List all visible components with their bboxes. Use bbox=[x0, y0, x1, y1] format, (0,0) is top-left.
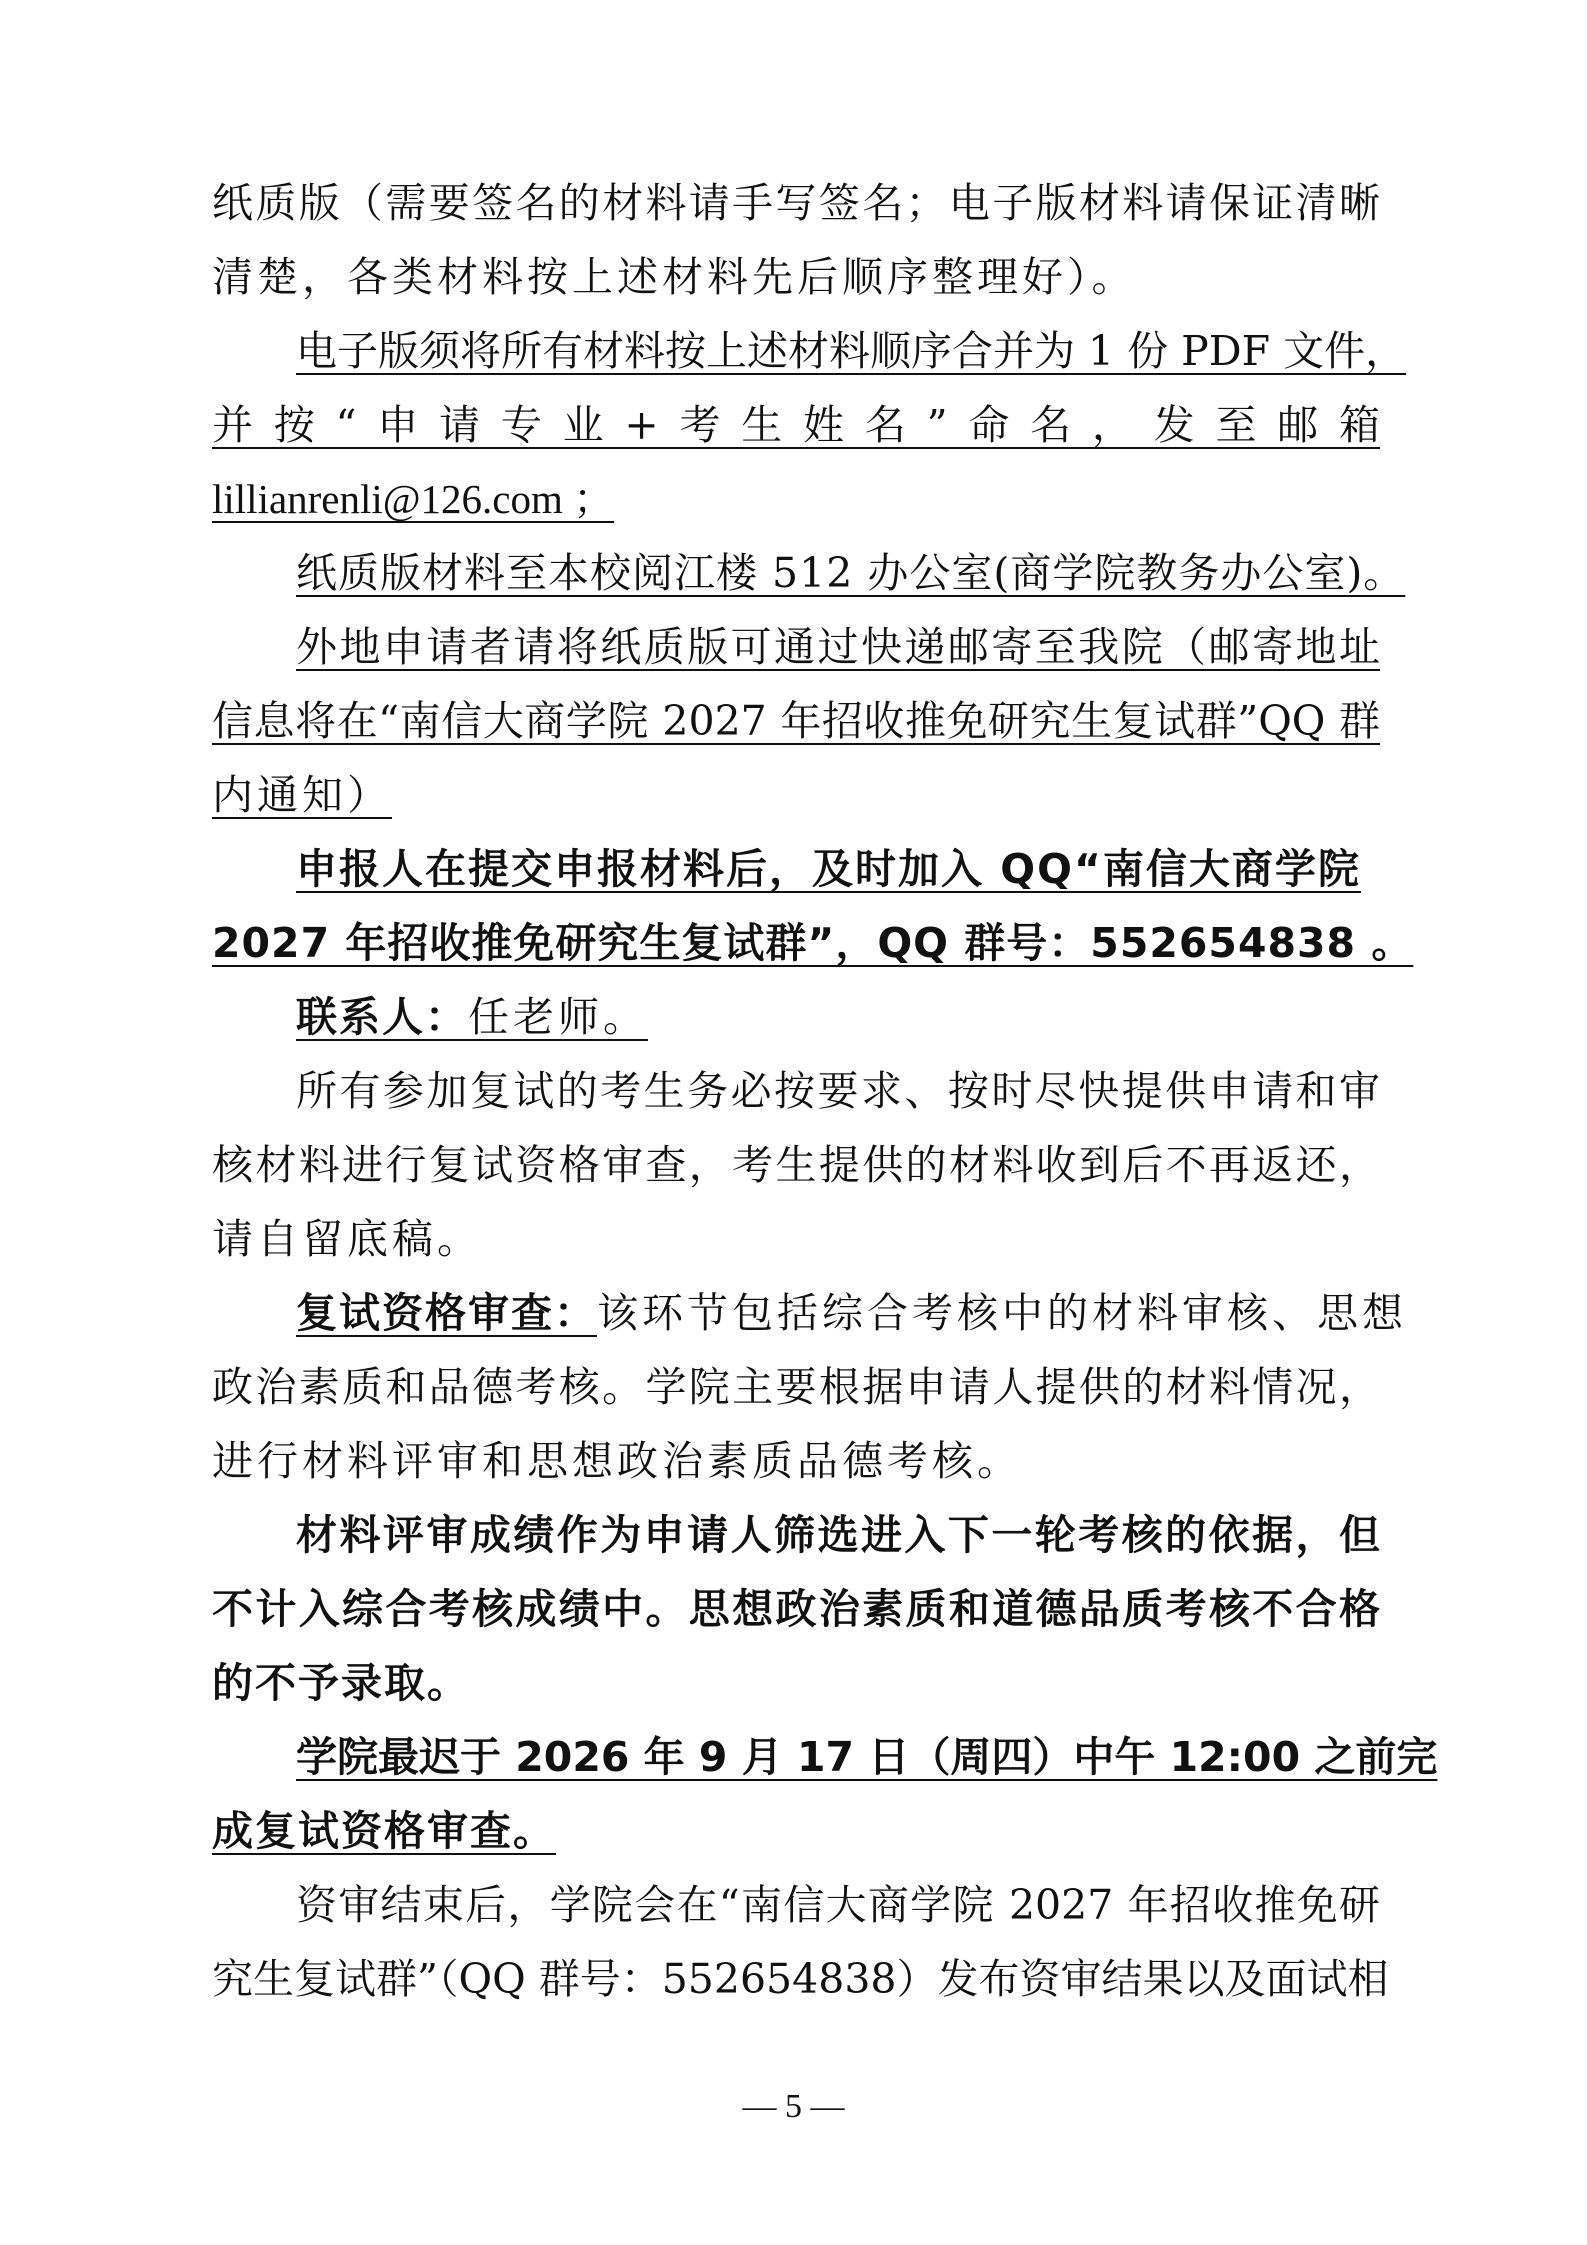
section-line bbox=[296, 1282, 1407, 1344]
deadline-line: 学院最迟于 2026 年 9 月 17 日（周四）中午 12:00 之前完 bbox=[296, 1733, 1438, 1781]
text-line: 清楚，各类材料按上述材料先后顺序整理好）。 bbox=[212, 253, 1137, 301]
deadline-line: 成复试资格审查。 bbox=[212, 1807, 556, 1855]
text-line: 核材料进行复试资格审查，考生提供的材料收到后不再返还， bbox=[212, 1141, 1380, 1189]
text-line: 资审结束后，学院会在“南信大商学院 2027 年招收推免研 bbox=[296, 1881, 1380, 1929]
contact-line bbox=[296, 986, 648, 1048]
text-line: 究生复试群”（QQ 群号：552654838）发布资审结果以及面试相 bbox=[212, 1955, 1389, 2003]
text-line: 进行材料评审和思想政治素质品德考核。 bbox=[212, 1437, 1022, 1485]
bold-line: 的不予录取。 bbox=[212, 1659, 470, 1707]
contact-label: 联系人： bbox=[296, 993, 468, 1041]
text-line-underlined: 内通知） bbox=[212, 771, 392, 819]
bold-notice-line: 申报人在提交申报材料后，及时加入 QQ“南信大商学院 bbox=[296, 845, 1361, 893]
contact-name: 任老师。 bbox=[468, 993, 648, 1041]
text-line-underlined: 并按“申请专业+考生姓名”命名，发至邮箱 bbox=[212, 401, 1380, 449]
text-line: 纸质版（需要签名的材料请手写签名；电子版材料请保证清晰 bbox=[212, 179, 1380, 227]
bold-line: 材料评审成绩作为申请人筛选进入下一轮考核的依据，但 bbox=[296, 1511, 1380, 1559]
text-line: 请自留底稿。 bbox=[212, 1215, 482, 1263]
bold-line: 不计入综合考核成绩中。思想政治素质和道德品质考核不合格 bbox=[212, 1585, 1380, 1633]
text-line-underlined: 信息将在“南信大商学院 2027 年招收推免研究生复试群”QQ 群 bbox=[212, 697, 1380, 745]
bold-notice-line: 2027 年招收推免研究生复试群”，QQ 群号：552654838 。 bbox=[212, 919, 1414, 967]
text-line-underlined: 外地申请者请将纸质版可通过快递邮寄至我院（邮寄地址 bbox=[296, 623, 1380, 671]
text-line: 所有参加复试的考生务必按要求、按时尽快提供申请和审 bbox=[296, 1067, 1380, 1115]
text-line-underlined: 纸质版材料至本校阅江楼 512 办公室(商学院教务办公室)。 bbox=[296, 549, 1406, 597]
section-text: 该环节包括综合考核中的材料审核、思想 bbox=[597, 1289, 1407, 1337]
email-address: lillianrenli@126.com ； bbox=[212, 476, 615, 522]
section-heading: 复试资格审查： bbox=[296, 1289, 597, 1337]
page-number: — 5 — bbox=[742, 2088, 845, 2125]
text-line: 政治素质和品德考核。学院主要根据申请人提供的材料情况， bbox=[212, 1363, 1380, 1411]
text-line-underlined: 电子版须将所有材料按上述材料顺序合并为 1 份 PDF 文件， bbox=[296, 327, 1407, 375]
